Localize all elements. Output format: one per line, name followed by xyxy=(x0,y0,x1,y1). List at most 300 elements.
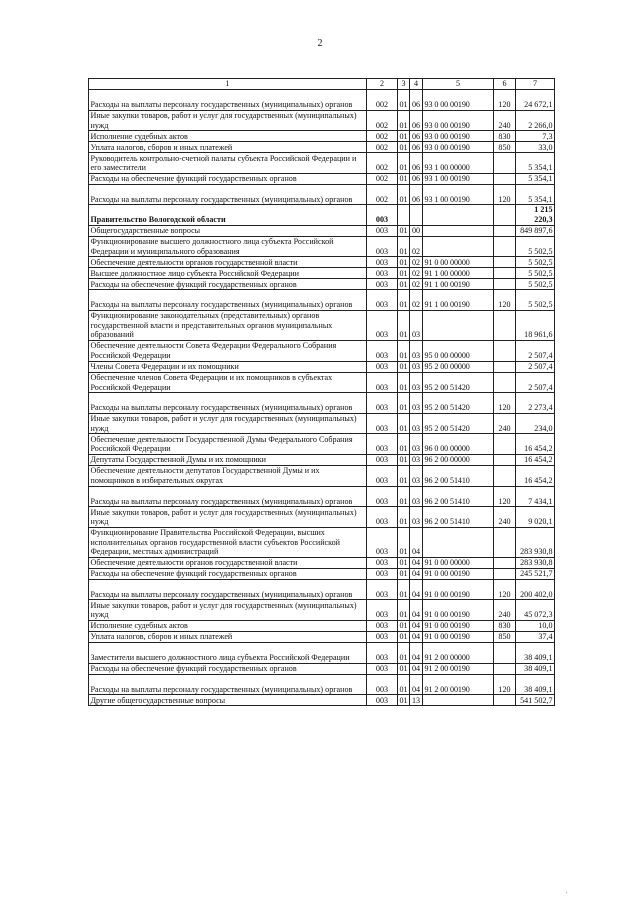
row-expense-type-cell xyxy=(494,695,516,706)
page-number: 2 xyxy=(317,38,323,49)
row-name-cell: Расходы на обеспечение функций государственных органов xyxy=(89,279,367,290)
row-expense-type-cell xyxy=(494,340,516,361)
row-ministry-code-cell: 003 xyxy=(367,568,398,579)
row-target-article-cell: 96 2 00 51410 xyxy=(423,465,494,486)
row-ministry-code-cell: 002 xyxy=(367,153,398,174)
row-ministry-code-cell: 003 xyxy=(367,361,398,372)
row-expense-type-cell: 240 xyxy=(494,600,516,621)
row-amount-cell: 7 434,1 xyxy=(516,486,555,507)
row-target-article-cell: 91 1 00 00000 xyxy=(423,268,494,279)
row-expense-type-cell: 120 xyxy=(494,579,516,600)
row-expense-type-cell: 830 xyxy=(494,131,516,142)
row-expense-type-cell xyxy=(494,454,516,465)
row-section-cell: 01 xyxy=(398,110,410,131)
row-name-cell: Исполнение судебных актов xyxy=(89,621,367,632)
table-row xyxy=(89,290,555,311)
row-ministry-code-cell: 003 xyxy=(367,310,398,340)
row-section-cell: 01 xyxy=(398,434,410,455)
row-section-cell: 01 xyxy=(398,643,410,664)
table-row xyxy=(89,454,555,465)
row-section-cell: 01 xyxy=(399,361,408,371)
row-ministry-code-cell: 003 xyxy=(367,663,398,674)
row-name-cell: Расходы на выплаты персоналу государственных (муниципальных) органов xyxy=(89,184,367,205)
row-ministry-code-cell: 002 xyxy=(367,90,398,111)
row-section-cell: 01 xyxy=(398,90,410,111)
row-expense-type-cell xyxy=(494,310,516,340)
row-ministry-code-cell: 003 xyxy=(367,279,398,290)
row-expense-type-cell xyxy=(494,372,516,393)
table-row xyxy=(89,236,555,257)
row-amount-cell: 24 672,1 xyxy=(516,90,555,111)
row-name-cell: Расходы на выплаты персоналу государственных (муниципальных) органов xyxy=(89,393,367,414)
row-name-cell: Расходы на выплаты персоналу государственных (муниципальных) органов xyxy=(89,674,367,695)
row-ministry-code-cell: 003 xyxy=(367,507,398,528)
row-subsection-cell: 02 xyxy=(410,290,423,311)
row-section-cell: 01 xyxy=(399,257,408,267)
row-amount-cell: 283 930,8 xyxy=(516,557,555,568)
table-row xyxy=(89,279,555,290)
row-section-cell: 01 xyxy=(399,558,408,568)
row-amount-cell: 16 454,2 xyxy=(516,434,555,455)
row-target-article-cell xyxy=(423,527,494,557)
row-amount-cell: 37,4 xyxy=(516,632,555,643)
row-ministry-code-cell: 002 xyxy=(367,142,398,153)
row-target-article-cell: 93 1 00 00190 xyxy=(423,173,494,184)
row-subsection-cell: 04 xyxy=(410,674,423,695)
row-amount-cell: 5 354,1 xyxy=(516,153,555,174)
row-subsection-cell: 00 xyxy=(410,225,423,236)
row-ministry-code-cell: 003 xyxy=(367,340,398,361)
row-target-article-cell: 96 2 00 51410 xyxy=(423,507,494,528)
table-row xyxy=(89,142,555,153)
row-ministry-code-cell: 003 xyxy=(367,695,398,706)
row-target-article-cell xyxy=(423,695,494,706)
row-section-cell: 01 xyxy=(399,695,408,705)
row-name-cell: Функционирование законодательных (представительных) органов государственной власти и представительных органов муниципальных образований xyxy=(89,310,367,340)
row-expense-type-cell xyxy=(494,527,516,557)
row-target-article-cell: 91 0 00 00000 xyxy=(423,257,494,268)
table-row xyxy=(89,434,555,455)
table-row xyxy=(89,413,555,434)
row-ministry-code-cell: 003 xyxy=(367,290,398,311)
row-expense-type-cell xyxy=(494,557,516,568)
row-amount-cell: 5 502,5 xyxy=(516,257,555,268)
row-ministry-code-cell: 003 xyxy=(367,621,398,632)
row-section-cell: 01 xyxy=(399,621,408,631)
row-target-article-cell: 91 0 00 00190 xyxy=(423,600,494,621)
row-expense-type-cell: 120 xyxy=(494,90,516,111)
table-row xyxy=(89,695,555,706)
row-target-article-cell xyxy=(423,225,494,236)
row-subsection-cell: 03 xyxy=(410,413,423,434)
row-expense-type-cell xyxy=(494,643,516,664)
row-amount-cell: 16 454,2 xyxy=(516,454,555,465)
row-expense-type-cell xyxy=(494,225,516,236)
row-ministry-code-cell: 003 xyxy=(367,205,398,225)
row-ministry-code-cell: 003 xyxy=(367,632,398,643)
row-ministry-code-cell: 003 xyxy=(367,557,398,568)
row-section-cell: 01 xyxy=(398,674,410,695)
row-amount-cell: 2 507,4 xyxy=(516,340,555,361)
row-expense-type-cell xyxy=(494,434,516,455)
scan-mark: ' xyxy=(566,892,568,898)
row-section-cell: 01 xyxy=(398,579,410,600)
row-ministry-code-cell: 003 xyxy=(367,527,398,557)
table-row xyxy=(89,268,555,279)
row-amount-cell: 5 502,5 xyxy=(516,268,555,279)
row-subsection-cell: 04 xyxy=(410,557,423,568)
row-expense-type-cell xyxy=(494,279,516,290)
row-ministry-code-cell: 003 xyxy=(367,674,398,695)
row-subsection-cell: 02 xyxy=(410,279,423,290)
row-subsection-cell: 03 xyxy=(410,434,423,455)
row-name-cell: Иные закупки товаров, работ и услуг для государственных (муниципальных) нужд xyxy=(89,507,367,528)
row-ministry-code-cell: 003 xyxy=(367,643,398,664)
header-col-1: 1 xyxy=(89,79,367,90)
header-col-4: 4 xyxy=(410,79,423,90)
row-target-article-cell: 93 0 00 00190 xyxy=(423,110,494,131)
row-expense-type-cell: 120 xyxy=(494,290,516,311)
row-amount-cell: 5 502,5 xyxy=(516,279,555,290)
table-row xyxy=(89,507,555,528)
row-subsection-cell: 03 xyxy=(410,486,423,507)
row-amount-cell: 7,3 xyxy=(516,131,555,142)
row-expense-type-cell: 240 xyxy=(494,413,516,434)
table-body xyxy=(89,90,555,706)
budget-table xyxy=(88,78,555,706)
row-amount-cell: 5 502,5 xyxy=(516,290,555,311)
table-row xyxy=(89,205,555,225)
row-name-cell: Обеспечение деятельности Государственной Думы Федерального Собрания Российской Федерации xyxy=(89,434,367,455)
table-row xyxy=(89,663,555,674)
table-row xyxy=(89,153,555,174)
row-subsection-cell: 03 xyxy=(410,340,423,361)
row-section-cell: 01 xyxy=(398,465,410,486)
table-row xyxy=(89,90,555,111)
header-col-5: 5 xyxy=(423,79,494,90)
row-target-article-cell: 91 2 00 00000 xyxy=(423,643,494,664)
row-expense-type-cell xyxy=(494,268,516,279)
row-expense-type-cell: 120 xyxy=(494,393,516,414)
table-row xyxy=(89,257,555,268)
row-target-article-cell: 96 2 00 00000 xyxy=(423,454,494,465)
row-expense-type-cell: 120 xyxy=(494,674,516,695)
row-amount-cell: 200 402,0 xyxy=(516,579,555,600)
row-section-cell: 01 xyxy=(399,455,408,465)
row-subsection-cell: 06 xyxy=(410,142,423,153)
table-row xyxy=(89,465,555,486)
row-ministry-code-cell: 003 xyxy=(367,600,398,621)
row-section-cell: 01 xyxy=(399,174,408,184)
row-target-article-cell: 91 0 00 00190 xyxy=(423,579,494,600)
row-expense-type-cell: 830 xyxy=(494,621,516,632)
row-section-cell: 01 xyxy=(398,310,410,340)
row-expense-type-cell xyxy=(494,236,516,257)
row-subsection-cell: 03 xyxy=(410,310,423,340)
row-section-cell: 01 xyxy=(399,225,408,235)
row-amount-cell: 38 409,1 xyxy=(516,643,555,664)
row-amount-cell: 849 897,6 xyxy=(516,225,555,236)
row-target-article-cell: 91 0 00 00190 xyxy=(423,632,494,643)
row-amount-cell: 38 409,1 xyxy=(516,674,555,695)
row-subsection-cell: 04 xyxy=(410,579,423,600)
row-section-cell: 01 xyxy=(399,569,408,579)
row-ministry-code-cell: 003 xyxy=(367,225,398,236)
row-name-cell: Иные закупки товаров, работ и услуг для государственных (муниципальных) нужд xyxy=(89,413,367,434)
table-row xyxy=(89,674,555,695)
table-row xyxy=(89,361,555,372)
row-subsection-cell: 03 xyxy=(410,361,423,372)
row-target-article-cell: 95 2 00 51420 xyxy=(423,393,494,414)
row-section-cell: 01 xyxy=(398,413,410,434)
row-name-cell: Члены Совета Федерации и их помощники xyxy=(89,361,367,372)
row-ministry-code-cell: 003 xyxy=(367,413,398,434)
row-amount-cell: 2 266,0 xyxy=(516,110,555,131)
row-name-cell: Обеспечение деятельности депутатов Государственной Думы и их помощников в избирательных округах xyxy=(89,465,367,486)
row-target-article-cell: 93 0 00 00190 xyxy=(423,142,494,153)
row-target-article-cell: 91 1 00 00190 xyxy=(423,279,494,290)
row-target-article-cell: 91 0 00 00190 xyxy=(423,568,494,579)
table-row xyxy=(89,393,555,414)
row-ministry-code-cell: 003 xyxy=(367,268,398,279)
row-amount-cell: 2 507,4 xyxy=(516,361,555,372)
row-subsection-cell: 04 xyxy=(410,643,423,664)
row-amount-cell: 541 502,7 xyxy=(516,695,555,706)
row-expense-type-cell xyxy=(494,257,516,268)
table-row xyxy=(89,600,555,621)
row-name-cell: Расходы на выплаты персоналу государственных (муниципальных) органов xyxy=(89,579,367,600)
row-ministry-code-cell: 003 xyxy=(367,454,398,465)
row-target-article-cell: 93 1 00 00000 xyxy=(423,153,494,174)
row-subsection-cell: 04 xyxy=(410,621,423,632)
row-ministry-code-cell: 003 xyxy=(367,393,398,414)
row-name-cell: Расходы на выплаты персоналу государственных (муниципальных) органов xyxy=(89,486,367,507)
row-ministry-code-cell: 003 xyxy=(367,257,398,268)
table-row xyxy=(89,110,555,131)
row-expense-type-cell: 120 xyxy=(494,184,516,205)
row-subsection-cell: 03 xyxy=(410,454,423,465)
row-target-article-cell: 96 2 00 51410 xyxy=(423,486,494,507)
row-amount-cell: 283 930,8 xyxy=(516,527,555,557)
row-name-cell: Иные закупки товаров, работ и услуг для государственных (муниципальных) нужд xyxy=(89,110,367,131)
row-name-cell: Депутаты Государственной Думы и их помощники xyxy=(89,454,367,465)
table-row xyxy=(89,557,555,568)
row-target-article-cell: 96 0 00 00000 xyxy=(423,434,494,455)
table-row xyxy=(89,225,555,236)
row-subsection-cell: 03 xyxy=(410,372,423,393)
row-expense-type-cell: 850 xyxy=(494,632,516,643)
header-col-7: 7 xyxy=(516,79,555,90)
row-section-cell: 01 xyxy=(399,142,408,152)
table-row xyxy=(89,643,555,664)
row-subsection-cell: 02 xyxy=(410,257,423,268)
row-ministry-code-cell: 002 xyxy=(367,110,398,131)
row-name-cell: Расходы на выплаты персоналу государственных (муниципальных) органов xyxy=(89,90,367,111)
table-row xyxy=(89,131,555,142)
row-target-article-cell: 91 0 00 00000 xyxy=(423,557,494,568)
row-amount-cell: 10,0 xyxy=(516,621,555,632)
row-ministry-code-cell: 003 xyxy=(367,579,398,600)
row-name-cell: Расходы на обеспечение функций государственных органов xyxy=(89,173,367,184)
row-subsection-cell: 04 xyxy=(410,632,423,643)
row-amount-cell: 5 354,1 xyxy=(516,173,555,184)
row-subsection-cell: 13 xyxy=(410,695,423,706)
row-subsection-cell: 06 xyxy=(410,153,423,174)
row-name-cell: Уплата налогов, сборов и иных платежей xyxy=(89,632,367,643)
row-section-cell: 01 xyxy=(398,507,410,528)
row-subsection-cell: 06 xyxy=(410,90,423,111)
row-amount-cell: 9 020,1 xyxy=(516,507,555,528)
row-name-cell: Уплата налогов, сборов и иных платежей xyxy=(89,142,367,153)
row-name-cell: Расходы на выплаты персоналу государственных (муниципальных) органов xyxy=(89,290,367,311)
header-col-6: 6 xyxy=(494,79,516,90)
row-section-cell: 01 xyxy=(398,600,410,621)
row-amount-cell: 38 409,1 xyxy=(516,663,555,674)
row-section-cell: 01 xyxy=(398,340,410,361)
row-subsection-cell: 04 xyxy=(410,663,423,674)
row-name-cell: Обеспечение деятельности органов государственной власти xyxy=(89,557,367,568)
row-name-cell: Функционирование высшего должностного лица субъекта Российской Федерации и муниципального образования xyxy=(89,236,367,257)
table-row xyxy=(89,486,555,507)
row-amount-cell: 245 521,7 xyxy=(516,568,555,579)
row-amount-cell: 16 454,2 xyxy=(516,465,555,486)
table-row xyxy=(89,579,555,600)
row-expense-type-cell: 120 xyxy=(494,486,516,507)
row-name-cell: Исполнение судебных актов xyxy=(89,131,367,142)
row-subsection-cell: 06 xyxy=(410,110,423,131)
row-name-cell: Заместители высшего должностного лица субъекта Российской Федерации xyxy=(89,643,367,664)
row-target-article-cell xyxy=(423,205,494,225)
row-ministry-code-cell: 002 xyxy=(367,173,398,184)
row-expense-type-cell xyxy=(494,173,516,184)
row-subsection-cell: 02 xyxy=(410,236,423,257)
row-target-article-cell: 95 2 00 51420 xyxy=(423,413,494,434)
row-section-cell: 01 xyxy=(398,290,410,311)
row-section-cell: 01 xyxy=(399,632,408,642)
row-name-cell: Правительство Вологодской области xyxy=(89,205,367,225)
row-target-article-cell: 91 1 00 00190 xyxy=(423,290,494,311)
row-section-cell: 01 xyxy=(399,131,408,141)
row-amount-cell: 234,0 xyxy=(516,413,555,434)
row-subsection-cell: 04 xyxy=(410,600,423,621)
row-amount-cell: 18 961,6 xyxy=(516,310,555,340)
row-expense-type-cell: 240 xyxy=(494,507,516,528)
row-target-article-cell: 95 2 00 00000 xyxy=(423,361,494,372)
table-header-row xyxy=(89,79,555,90)
row-name-cell: Другие общегосударственные вопросы xyxy=(89,695,367,706)
row-subsection-cell: 04 xyxy=(410,527,423,557)
table-row xyxy=(89,310,555,340)
row-subsection-cell: 02 xyxy=(410,268,423,279)
row-ministry-code-cell: 003 xyxy=(367,465,398,486)
row-amount-cell: 5 502,5 xyxy=(516,236,555,257)
row-section-cell: 01 xyxy=(399,268,408,278)
row-amount-cell: 2 507,4 xyxy=(516,372,555,393)
table-row xyxy=(89,621,555,632)
row-ministry-code-cell: 002 xyxy=(367,184,398,205)
row-name-cell: Общегосударственные вопросы xyxy=(89,225,367,236)
row-target-article-cell: 93 0 00 00190 xyxy=(423,131,494,142)
row-section-cell: 01 xyxy=(398,527,410,557)
row-target-article-cell: 91 2 00 00190 xyxy=(423,663,494,674)
header-col-3: 3 xyxy=(398,79,410,90)
row-section-cell: 01 xyxy=(399,664,408,674)
row-name-cell: Функционирование Правительства Российской Федерации, высших исполнительных органов государственной власти субъектов Российской Федерации, местных администраций xyxy=(89,527,367,557)
row-name-cell: Иные закупки товаров, работ и услуг для государственных (муниципальных) нужд xyxy=(89,600,367,621)
row-target-article-cell: 91 0 00 00190 xyxy=(423,621,494,632)
table-row xyxy=(89,184,555,205)
row-name-cell: Обеспечение деятельности Совета Федерации Федерального Собрания Российской Федерации xyxy=(89,340,367,361)
row-subsection-cell: 06 xyxy=(410,173,423,184)
row-ministry-code-cell: 003 xyxy=(367,236,398,257)
row-target-article-cell xyxy=(423,310,494,340)
row-target-article-cell xyxy=(423,236,494,257)
row-ministry-code-cell: 003 xyxy=(367,434,398,455)
row-expense-type-cell: 850 xyxy=(494,142,516,153)
row-expense-type-cell xyxy=(494,465,516,486)
table-row xyxy=(89,372,555,393)
row-ministry-code-cell: 003 xyxy=(367,372,398,393)
row-section-cell: 01 xyxy=(398,153,410,174)
row-expense-type-cell xyxy=(494,663,516,674)
row-expense-type-cell xyxy=(494,153,516,174)
row-subsection-cell: 03 xyxy=(410,393,423,414)
row-target-article-cell: 93 0 00 00190 xyxy=(423,90,494,111)
row-subsection-cell: 06 xyxy=(410,131,423,142)
row-amount-cell: 2 273,4 xyxy=(516,393,555,414)
row-section-cell: 01 xyxy=(399,279,408,289)
row-ministry-code-cell: 003 xyxy=(367,486,398,507)
row-expense-type-cell xyxy=(494,205,516,225)
row-expense-type-cell xyxy=(494,568,516,579)
row-amount-cell: 45 072,3 xyxy=(516,600,555,621)
row-name-cell: Высшее должностное лицо субъекта Российской Федерации xyxy=(89,268,367,279)
row-section-cell: 01 xyxy=(398,184,410,205)
row-name-cell: Обеспечение деятельности органов государственной власти xyxy=(89,257,367,268)
row-section-cell: 01 xyxy=(398,486,410,507)
row-name-cell: Обеспечение членов Совета Федерации и их помощников в субъектах Российской Федерации xyxy=(89,372,367,393)
row-name-cell: Расходы на обеспечение функций государственных органов xyxy=(89,568,367,579)
row-section-cell: 01 xyxy=(398,393,410,414)
row-subsection-cell: 06 xyxy=(410,184,423,205)
row-subsection-cell: 03 xyxy=(410,507,423,528)
row-expense-type-cell xyxy=(494,361,516,372)
row-ministry-code-cell: 002 xyxy=(367,131,398,142)
row-expense-type-cell: 240 xyxy=(494,110,516,131)
row-amount-cell: 5 354,1 xyxy=(516,184,555,205)
row-section-cell xyxy=(398,205,410,225)
table-row xyxy=(89,632,555,643)
row-section-cell: 01 xyxy=(398,236,410,257)
row-amount-cell: 33,0 xyxy=(516,142,555,153)
row-target-article-cell: 95 2 00 51420 xyxy=(423,372,494,393)
table-row xyxy=(89,527,555,557)
row-name-cell: Руководитель контрольно-счетной палаты субъекта Российской Федерации и его заместители xyxy=(89,153,367,174)
table-row xyxy=(89,340,555,361)
row-target-article-cell: 95 0 00 00000 xyxy=(423,340,494,361)
table-row xyxy=(89,173,555,184)
row-subsection-cell xyxy=(410,205,423,225)
row-name-cell: Расходы на обеспечение функций государственных органов xyxy=(89,663,367,674)
row-section-cell: 01 xyxy=(398,372,410,393)
row-subsection-cell: 03 xyxy=(410,465,423,486)
table-row xyxy=(89,568,555,579)
row-target-article-cell: 93 1 00 00190 xyxy=(423,184,494,205)
row-subsection-cell: 04 xyxy=(410,568,423,579)
row-amount-cell: 1 215 220,3 xyxy=(516,205,555,225)
row-target-article-cell: 91 2 00 00190 xyxy=(423,674,494,695)
header-col-2: 2 xyxy=(367,79,398,90)
